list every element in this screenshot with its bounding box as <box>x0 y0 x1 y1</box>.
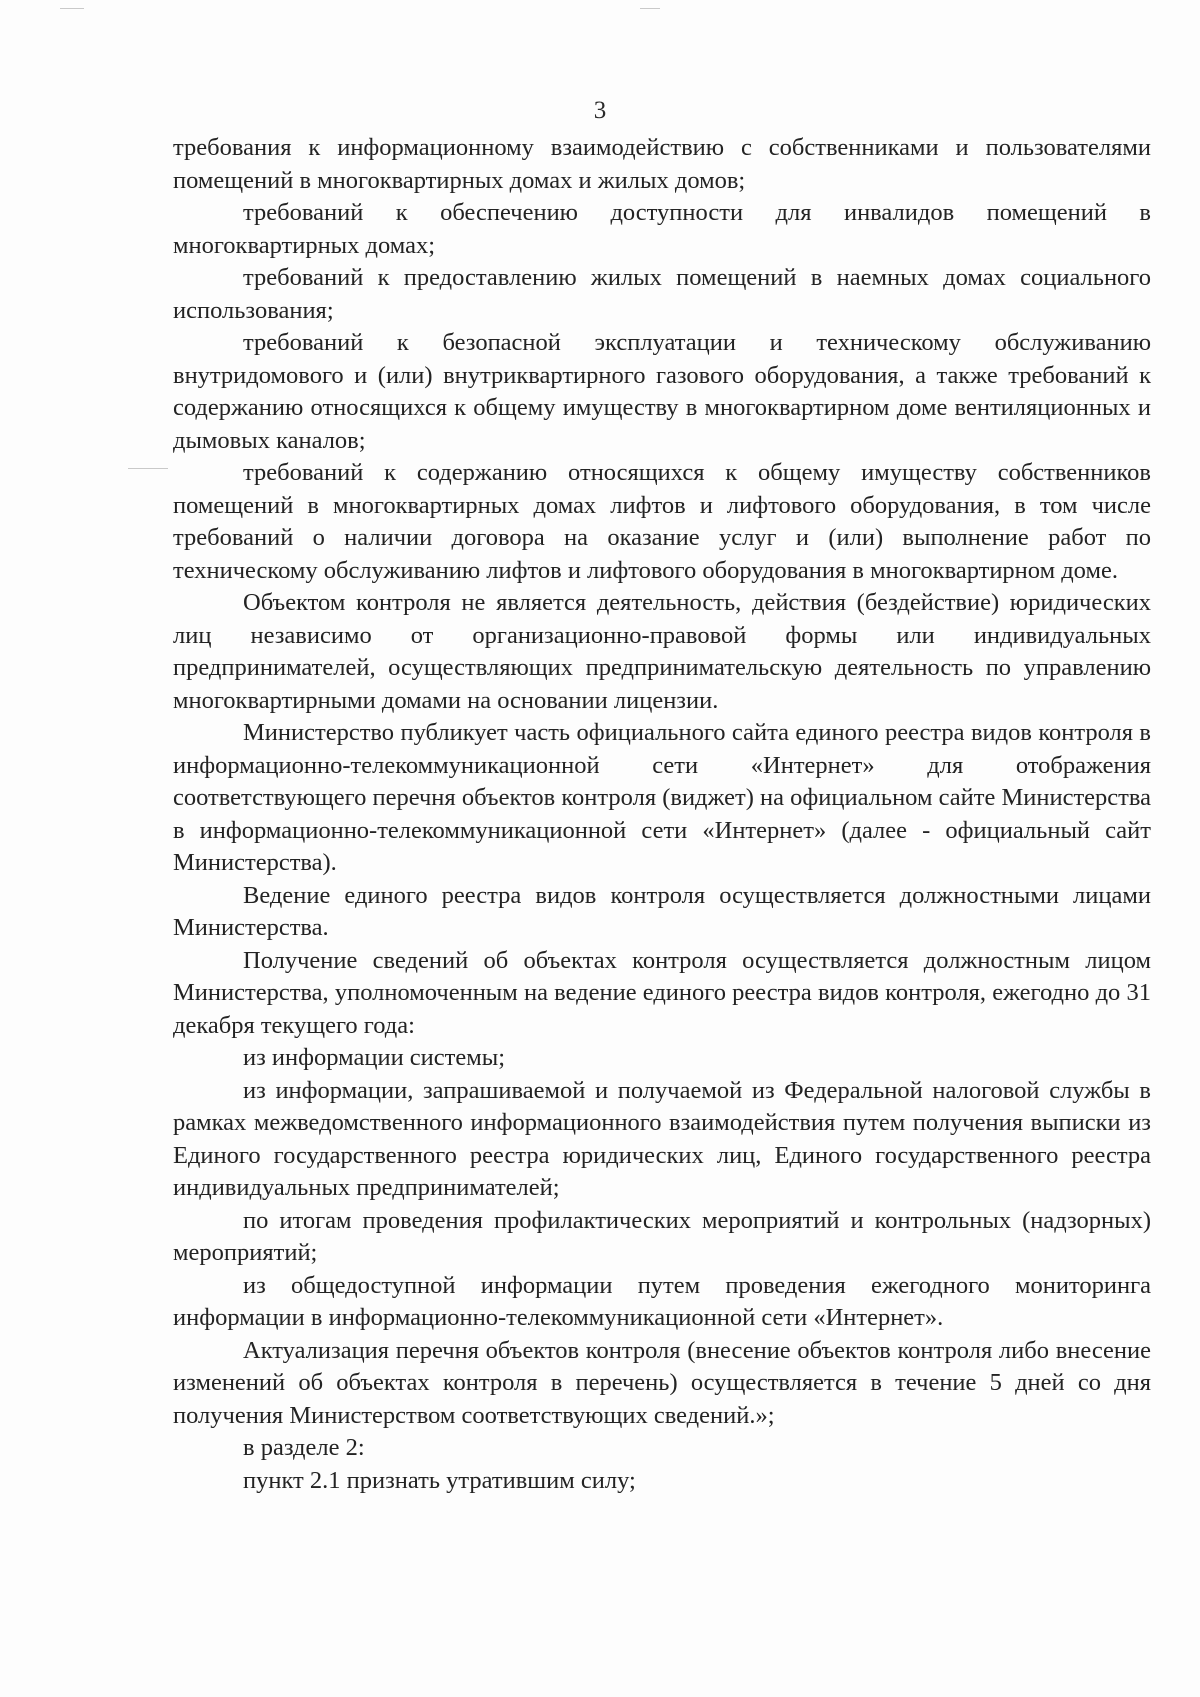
paragraph: из общедоступной информации путем проведения ежегодного мониторинга информации в информационно-телекоммуникационной сети «Интернет». <box>173 1271 1151 1331</box>
scan-artifact <box>640 8 660 9</box>
paragraph: требований к безопасной эксплуатации и техническому обслуживанию внутридомового и (или) внутриквартирного газового оборудования, а также требований к содержанию относящихся к общему имуществу в многоквартирном доме вентиляционных и дымовых каналов; <box>173 329 1151 454</box>
paragraph: пункт 2.1 признать утратившим силу; <box>243 1466 636 1494</box>
paragraph: Ведение единого реестра видов контроля осуществляется должностными лицами Министерства. <box>173 881 1151 941</box>
paragraph: требований к содержанию относящихся к общему имуществу собственников помещений в многоквартирных домах лифтов и лифтового оборудования, в том числе требований о наличии договора на оказание услуг и (или) выполнение работ по техническому обслуживанию лифтов и лифтового оборудования в многоквартирном доме. <box>173 459 1151 584</box>
paragraph: из информации, запрашиваемой и получаемой из Федеральной налоговой службы в рамках межведомственного информационного взаимодействия путем получения выписки из Единого государственного реестра юридических лиц, Единого государственного реестра индивидуальных предпринимателей; <box>173 1076 1151 1201</box>
page-number: 3 <box>593 97 607 124</box>
paragraph: по итогам проведения профилактических мероприятий и контрольных (надзорных) мероприятий; <box>173 1206 1151 1266</box>
paragraph: Объектом контроля не является деятельность, действия (бездействие) юридических лиц независимо от организационно-правовой формы или индивидуальных предпринимателей, осуществляющих предпринимательскую деятельность по управлению многоквартирными домами на основании лицензии. <box>173 589 1151 714</box>
paragraph: требований к обеспечению доступности для инвалидов помещений в многоквартирных домах; <box>173 199 1151 259</box>
paragraph: в разделе 2: <box>243 1434 365 1461</box>
paragraph: из информации системы; <box>243 1044 506 1071</box>
paragraph: требования к информационному взаимодействию с собственниками и пользователями помещений в многоквартирных домах и жилых домов; <box>173 134 1151 194</box>
paragraph: Получение сведений об объектах контроля осуществляется должностным лицом Министерства, уполномоченным на ведение единого реестра видов контроля, ежегодно до 31 декабря текущего года: <box>173 946 1151 1039</box>
paragraph: требований к предоставлению жилых помещений в наемных домах социального использования; <box>173 264 1151 324</box>
document-body <box>173 132 1151 1497</box>
scan-artifact <box>128 468 168 469</box>
paragraph: Актуализация перечня объектов контроля (внесение объектов контроля либо внесение изменений об объектах контроля в перечень) осуществляется в течение 5 дней со дня получения Министерством соответствующих сведений.»; <box>173 1336 1151 1429</box>
scan-artifact <box>60 8 84 9</box>
paragraph: Министерство публикует часть официального сайта единого реестра видов контроля в информационно-телекоммуникационной сети «Интернет» для отображения соответствующего перечня объектов контроля (виджет) на официальном сайте Министерства в информационно-телекоммуникационной сети «Интернет» (далее - официальный сайт Министерства). <box>173 719 1151 876</box>
